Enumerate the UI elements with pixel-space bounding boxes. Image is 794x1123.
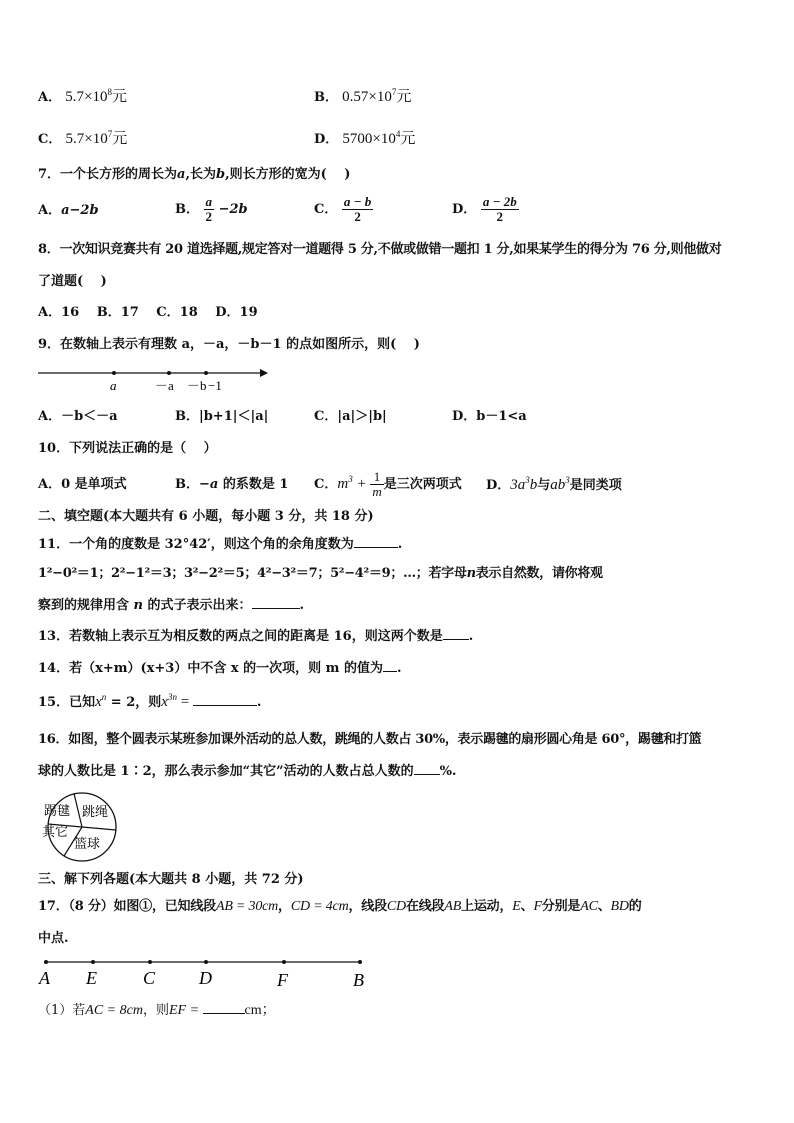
variable: −a — [199, 477, 219, 492]
point-neg-b-minus-1 — [204, 371, 208, 375]
math-expression — [95, 694, 106, 710]
option-label: C． — [314, 202, 338, 217]
option-label: B． — [314, 90, 338, 105]
q8-options: A．16 B．17 C．18 D．19 — [38, 305, 258, 320]
point-label-d: D — [199, 968, 212, 988]
option-value — [342, 89, 411, 105]
variable: x — [95, 694, 102, 710]
exponent: n — [101, 692, 107, 702]
arrow-head-icon — [260, 369, 268, 377]
question-text: （1）若 — [38, 1003, 86, 1018]
question-text: . — [256, 695, 262, 710]
option-label: A． — [38, 90, 62, 105]
operator: + — [352, 476, 371, 492]
option-label: A． — [38, 203, 62, 218]
q17-line2: 中点. — [38, 931, 69, 946]
axis-label-a: a — [110, 378, 117, 393]
point-a — [112, 371, 116, 375]
q9-option-d: D．b－1<a — [452, 409, 527, 424]
answer-blank[interactable] — [383, 659, 397, 672]
exponent: 7 — [391, 87, 397, 97]
number-line-figure — [36, 362, 272, 394]
point-c — [148, 960, 152, 964]
math-expression: E — [512, 899, 521, 914]
question-text: 17．（8 分）如图①，已知线段 — [38, 899, 216, 914]
option-value: a−2b — [61, 203, 99, 218]
question-text: 表示自然数，请你将观 — [475, 566, 603, 581]
axis-label-minus-1: −1 — [208, 378, 222, 393]
q16-line2 — [38, 762, 456, 781]
question-text: . — [397, 537, 403, 552]
variable: n — [133, 598, 143, 613]
term: ab — [550, 477, 566, 493]
q6-option-a — [38, 88, 127, 107]
question-text: = 2，则 — [106, 695, 162, 710]
variable: a — [177, 167, 186, 182]
option-value — [66, 131, 128, 147]
question-text: . — [396, 661, 402, 676]
question-text: %. — [439, 764, 457, 779]
section-heading-fill-in: 二、填空题(本大题共有 6 小题，每小题 3 分，共 18 分) — [38, 509, 374, 524]
option-value: −2b — [218, 202, 248, 217]
axis-label-neg-b: －b — [187, 378, 207, 393]
variable: x — [161, 694, 168, 710]
point-label-f: F — [277, 970, 288, 990]
answer-blank[interactable] — [354, 535, 398, 548]
answer-blank[interactable] — [443, 627, 469, 640]
option-label: B． — [175, 477, 199, 492]
denominator: 2 — [354, 209, 361, 224]
question-text: 球的人数比是 1∶2，那么表示参加“其它”活动的人数占总人数的 — [38, 764, 414, 779]
point-f — [282, 960, 286, 964]
math-term — [510, 477, 537, 493]
point-label-c: C — [143, 968, 156, 988]
exponent: 7 — [107, 129, 113, 139]
denominator: 2 — [205, 209, 213, 224]
question-text: 的式子表示出来： — [147, 598, 252, 613]
math-expression: EF = — [168, 1003, 203, 1018]
operator: = — [176, 694, 193, 710]
q9-option-c: C．|a|＞|b| — [314, 409, 387, 424]
option-label: C． — [38, 132, 62, 147]
denominator: 2 — [496, 209, 503, 224]
q7-option-b — [175, 195, 248, 225]
q6-option-d — [314, 130, 415, 149]
answer-blank[interactable] — [414, 762, 440, 775]
pie-label-lanqiu: 篮球 — [74, 836, 101, 851]
q11 — [38, 535, 402, 554]
question-text: . — [468, 629, 474, 644]
pie-divider — [82, 827, 116, 830]
q10-option-b — [175, 476, 288, 494]
q13 — [38, 627, 473, 646]
option-label: D． — [452, 202, 477, 217]
variable: m — [337, 476, 349, 492]
math-expression: AC — [580, 899, 598, 914]
numerator: 1 — [373, 469, 381, 484]
question-text: 15．已知 — [38, 695, 96, 710]
q10-stem: 10．下列说法正确的是（ ） — [38, 441, 217, 456]
math-expression: AB — [444, 899, 462, 914]
pie-divider — [74, 794, 82, 828]
question-text: 察到的规律用含 — [38, 598, 130, 613]
q17-sub1 — [38, 1001, 276, 1020]
exponent: 3 — [525, 475, 530, 485]
term: b — [529, 477, 538, 493]
unit: 元 — [396, 89, 412, 105]
stem-text: ,长为 — [185, 167, 217, 182]
option-label: D． — [314, 132, 339, 147]
q12-line1 — [38, 565, 603, 583]
question-text: 13．若数轴上表示互为相反数的两点之间的距离是 16，则这两个数是 — [38, 629, 443, 644]
point-label-b: B — [353, 970, 364, 990]
fraction — [342, 195, 373, 224]
option-text: 是三次两项式 — [383, 477, 462, 492]
q10-option-c — [314, 467, 462, 502]
option-text: 的系数是 1 — [218, 477, 289, 492]
question-text: ，则 — [142, 1003, 169, 1018]
variable: n — [466, 566, 476, 581]
question-text: 14．若（x+m）(x+3）中不含 x 的一次项，则 m 的值为 — [38, 661, 383, 676]
value-base: 5.7×10 — [65, 131, 108, 147]
math-expression: AC = 8cm — [85, 1003, 143, 1018]
term: 3a — [510, 477, 526, 493]
denominator: m — [372, 484, 382, 499]
q6-option-b — [314, 88, 411, 107]
fraction — [481, 195, 519, 224]
question-text: . — [299, 598, 305, 613]
option-text: 与 — [537, 478, 551, 493]
option-label: D． — [486, 478, 511, 493]
math-expression: CD — [386, 899, 406, 914]
math-expression: AB = 30cm — [215, 899, 279, 914]
option-label: B． — [175, 202, 199, 217]
option-value — [65, 89, 127, 105]
numerator: a − b — [343, 194, 372, 209]
point-neg-a — [167, 371, 171, 375]
answer-blank[interactable] — [193, 693, 257, 706]
q12-line2 — [38, 596, 304, 615]
option-text: 是同类项 — [569, 478, 622, 493]
unit: cm； — [244, 1003, 276, 1018]
axis-label-neg-a: －a — [155, 378, 174, 393]
math-expression — [337, 476, 370, 492]
q15 — [38, 693, 261, 712]
pie-figure — [38, 792, 128, 864]
option-label: C． — [314, 477, 338, 492]
q17-line1 — [38, 898, 642, 916]
q9-option-b: B．|b+1|＜|a| — [175, 409, 269, 424]
exponent: 4 — [395, 129, 401, 139]
question-text: 11．一个角的度数是 32°42′，则这个角的余角度数为 — [38, 537, 354, 552]
q10-option-d — [486, 476, 622, 495]
value-base: 5.7×10 — [65, 89, 108, 105]
exponent: 3n — [167, 692, 177, 702]
q8-stem-line2: 了道题( ) — [38, 274, 107, 289]
question-text: 上运动， — [461, 899, 513, 914]
math-expression: F — [533, 899, 542, 914]
unit: 元 — [112, 131, 128, 147]
exponent: 3 — [565, 475, 570, 485]
numerator: a − 2b — [482, 194, 517, 209]
unit: 元 — [111, 89, 127, 105]
unit: 元 — [400, 131, 416, 147]
stem-text: ,则长方形的宽为( ) — [225, 167, 351, 182]
exponent: 3 — [348, 474, 353, 484]
math-term — [550, 477, 570, 493]
q7-stem — [38, 166, 350, 184]
pie-label-tiaosheng: 跳绳 — [82, 804, 109, 819]
q7-option-d — [452, 195, 519, 225]
question-text: 1²−0²＝1；2²−1²＝3；3²−2²＝5；4²−3²＝7；5²−4²＝9；…；若字母 — [38, 566, 467, 581]
pie-label-qita: 其它 — [42, 824, 69, 839]
question-text: 、 — [597, 899, 611, 914]
q9-stem: 9．在数轴上表示有理数 a，－a，－b－1 的点如图所示，则( ) — [38, 337, 420, 352]
answer-blank[interactable] — [252, 596, 300, 609]
question-text: 的 — [628, 899, 642, 914]
section-heading-solve: 三、解下列各题(本大题共 8 小题，共 72 分) — [38, 872, 304, 887]
question-text: 在线段 — [405, 899, 445, 914]
segment-figure — [36, 954, 372, 992]
point-a — [44, 960, 48, 964]
math-expression — [161, 694, 193, 710]
numerator: a — [205, 194, 213, 209]
question-text: 分别是 — [541, 899, 581, 914]
fraction — [204, 195, 215, 224]
q14 — [38, 659, 401, 678]
question-text: ， — [278, 899, 291, 914]
variable: b — [216, 167, 226, 182]
point-label-e: E — [86, 968, 97, 988]
q9-option-a: A．－b＜－a — [38, 409, 118, 424]
fraction — [370, 470, 383, 499]
q7-option-c — [314, 195, 373, 225]
value-base: 5700×10 — [342, 131, 396, 147]
value-base: 0.57×10 — [342, 89, 392, 105]
stem-text: 7．一个长方形的周长为 — [38, 167, 178, 182]
exponent: 8 — [107, 87, 112, 97]
q7-option-a — [38, 202, 99, 220]
question-text: ，线段 — [348, 899, 387, 914]
q16-line1: 16．如图，整个圆表示某班参加课外活动的总人数，跳绳的人数占 30%，表示踢毽的扇形圆心角是 60°，踢毽和打篮 — [38, 732, 702, 747]
question-text: 、 — [520, 899, 534, 914]
point-label-a: A — [39, 968, 50, 988]
q10-option-a: A．0 是单项式 — [38, 477, 127, 492]
point-e — [91, 960, 95, 964]
point-b — [358, 960, 362, 964]
q8-stem-line1: 8．一次知识竞赛共有 20 道选择题,规定答对一道题得 5 分,不做或做错一题扣 1 分,如果某学生的得分为 76 分,则他做对 — [38, 242, 722, 257]
math-expression: CD = 4cm — [290, 899, 349, 914]
point-d — [204, 960, 208, 964]
pie-label-tijian: 踢毽 — [44, 803, 71, 818]
q6-option-c — [38, 130, 127, 149]
answer-blank[interactable] — [203, 1001, 245, 1014]
option-value — [342, 131, 415, 147]
math-expression: BD — [610, 899, 629, 914]
